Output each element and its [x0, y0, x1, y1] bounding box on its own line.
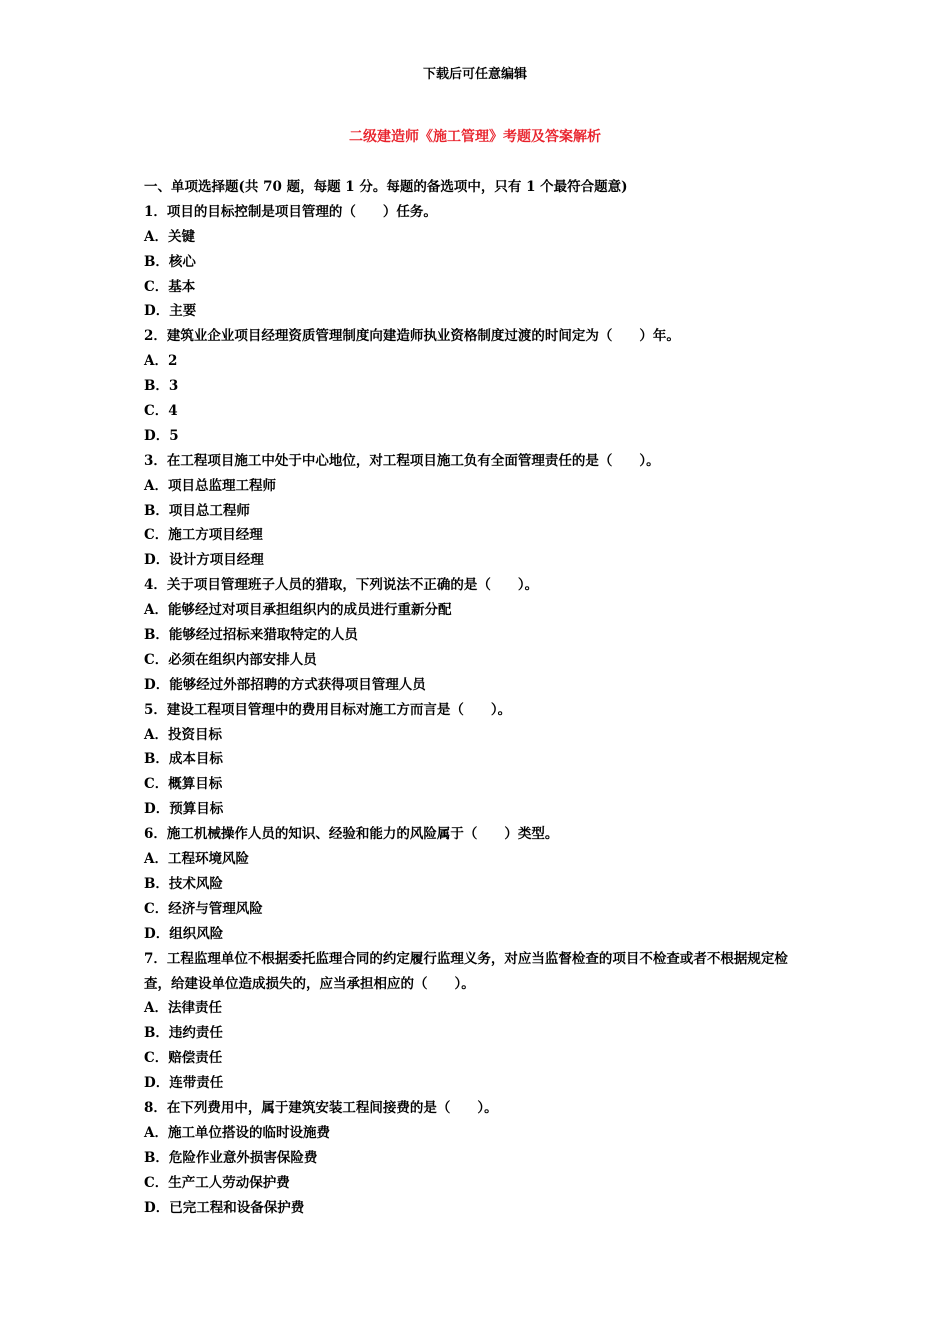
option-d: D．已完工程和设备保护费 [144, 1199, 305, 1216]
option-a: A．投资目标 [144, 726, 222, 743]
question-stem: 1．项目的目标控制是项目管理的（ ）任务。 [144, 203, 437, 220]
option-b: B．项目总工程师 [144, 502, 250, 519]
option-d: D．设计方项目经理 [144, 552, 264, 569]
question-stem: 3．在工程项目施工中处于中心地位，对工程项目施工负有全面管理责任的是（ ）。 [144, 452, 660, 469]
option-a: A．关键 [144, 228, 195, 245]
option-b: B．危险作业意外损害保险费 [144, 1149, 318, 1166]
question-list [144, 175, 814, 1220]
option-b: B．能够经过招标来猎取特定的人员 [144, 627, 358, 644]
option-d: D．连带责任 [144, 1075, 224, 1092]
option-b: B．核心 [144, 253, 196, 270]
option-b: B．技术风险 [144, 875, 223, 892]
option-d: D．主要 [144, 303, 197, 320]
option-c: C．概算目标 [144, 776, 223, 793]
option-a: A．法律责任 [144, 1000, 222, 1017]
document-title: 二级建造师《施工管理》考题及答案解析 [349, 129, 601, 145]
option-b: B．违约责任 [144, 1025, 223, 1042]
option-a: A．能够经过对项目承担组织内的成员进行重新分配 [144, 602, 452, 619]
question-stem: 2．建筑业企业项目经理资质管理制度向建造师执业资格制度过渡的时间定为（ ）年。 [144, 328, 680, 345]
option-b: B．3 [144, 378, 179, 395]
option-d: D．预算目标 [144, 801, 224, 818]
question-stem: 8．在下列费用中，属于建筑安装工程间接费的是（ ）。 [144, 1099, 498, 1116]
option-b: B．成本目标 [144, 751, 223, 768]
header-note: 下载后可任意编辑 [422, 67, 527, 82]
option-c: C．基本 [144, 278, 196, 295]
option-a: A．施工单位搭设的临时设施费 [144, 1124, 330, 1141]
option-a: A．项目总监理工程师 [144, 477, 276, 494]
option-d: D．5 [144, 427, 179, 444]
option-d: D．能够经过外部招聘的方式获得项目管理人员 [144, 676, 426, 693]
question-stem: 7．工程监理单位不根据委托监理合同的约定履行监理义务，对应当监督检查的项目不检查或者不根据规定检查，给建设单位造成损失的，应当承担相应的（ ）。 [144, 950, 788, 992]
option-a: A．工程环境风险 [144, 851, 249, 868]
section-heading: 一、单项选择题(共 70 题，每题 1 分。每题的备选项中，只有 1 个最符合题意) [144, 179, 628, 195]
option-c: C．4 [144, 403, 178, 420]
question-stem: 4．关于项目管理班子人员的猎取，下列说法不正确的是（ ）。 [144, 577, 539, 594]
option-c: C．施工方项目经理 [144, 527, 263, 544]
question-stem: 5．建设工程项目管理中的费用目标对施工方而言是（ ）。 [144, 701, 512, 718]
option-c: C．经济与管理风险 [144, 900, 263, 917]
option-c: C．生产工人劳动保护费 [144, 1174, 290, 1191]
option-c: C．赔偿责任 [144, 1050, 223, 1067]
option-d: D．组织风险 [144, 925, 224, 942]
option-a: A．2 [144, 353, 178, 370]
question-stem: 6．施工机械操作人员的知识、经验和能力的风险属于（ ）类型。 [144, 826, 559, 843]
option-c: C．必须在组织内部安排人员 [144, 651, 317, 668]
